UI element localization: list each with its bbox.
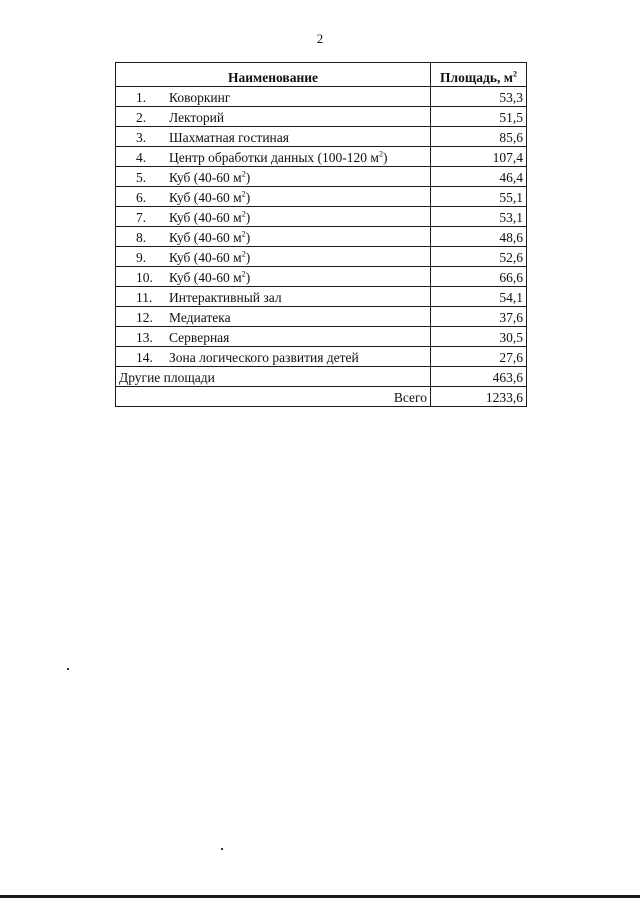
row-name-text: Зона логического развития детей [169, 350, 359, 365]
row-name-text: Куб (40-60 м [169, 210, 242, 225]
row-name-text: Куб (40-60 м [169, 250, 242, 265]
row-name-text: Куб (40-60 м [169, 190, 242, 205]
row-name-sup: 2 [241, 229, 246, 239]
header-area-sup: 2 [512, 69, 517, 79]
row-name-sup: 2 [241, 169, 246, 179]
table-row [116, 127, 527, 147]
row-area: 30,5 [431, 327, 527, 347]
row-number: 13. [116, 327, 168, 347]
scan-speck [221, 848, 223, 850]
row-number: 8. [116, 227, 168, 247]
row-area: 85,6 [431, 127, 527, 147]
row-area: 52,6 [431, 247, 527, 267]
row-name-sup: 2 [241, 269, 246, 279]
row-area: 48,6 [431, 227, 527, 247]
row-name [167, 267, 431, 287]
header-area-label: Площадь, м [440, 70, 513, 85]
row-name-text: Интерактивный зал [169, 290, 282, 305]
row-name [167, 207, 431, 227]
header-name-label: Наименование [228, 70, 318, 85]
other-areas-label: Другие площади [116, 367, 431, 387]
row-name [167, 307, 431, 327]
row-name-suffix: ) [245, 190, 251, 205]
row-name-sup: 2 [241, 209, 246, 219]
row-number: 12. [116, 307, 168, 327]
row-name-suffix: ) [245, 170, 251, 185]
row-name [167, 247, 431, 267]
header-name [116, 63, 431, 87]
row-name [167, 167, 431, 187]
row-name [167, 347, 431, 367]
table-row [116, 267, 527, 287]
table-row [116, 187, 527, 207]
row-name-suffix: ) [245, 230, 251, 245]
row-number: 9. [116, 247, 168, 267]
row-name-text: Центр обработки данных (100-120 м [169, 150, 379, 165]
table-row [116, 167, 527, 187]
row-number: 4. [116, 147, 168, 167]
total-label: Всего [116, 387, 431, 407]
row-area: 27,6 [431, 347, 527, 367]
total-row [116, 387, 527, 407]
area-table [115, 62, 527, 407]
row-name-text: Лекторий [169, 110, 225, 125]
row-name [167, 227, 431, 247]
table-row [116, 287, 527, 307]
other-areas-row [116, 367, 527, 387]
row-name-text: Шахматная гостиная [169, 130, 289, 145]
row-number: 2. [116, 107, 168, 127]
row-area: 51,5 [431, 107, 527, 127]
row-area: 66,6 [431, 267, 527, 287]
row-name-text: Куб (40-60 м [169, 230, 242, 245]
table-row [116, 347, 527, 367]
row-name [167, 147, 431, 167]
row-name-text: Куб (40-60 м [169, 270, 242, 285]
row-name-text: Куб (40-60 м [169, 170, 242, 185]
table-row [116, 307, 527, 327]
row-name-suffix: ) [245, 210, 251, 225]
row-area: 46,4 [431, 167, 527, 187]
row-name-sup: 2 [241, 249, 246, 259]
row-name [167, 327, 431, 347]
row-number: 1. [116, 87, 168, 107]
row-name-sup: 2 [241, 189, 246, 199]
row-area: 54,1 [431, 287, 527, 307]
table-row [116, 227, 527, 247]
table-row [116, 247, 527, 267]
row-name-text: Коворкинг [169, 90, 231, 105]
row-name [167, 287, 431, 307]
row-area: 53,3 [431, 87, 527, 107]
table-body [116, 87, 527, 367]
page-number: 2 [316, 31, 324, 46]
row-name-sup: 2 [378, 149, 383, 159]
scan-speck [67, 668, 69, 670]
row-number: 14. [116, 347, 168, 367]
row-name-suffix: ) [245, 250, 251, 265]
table-row [116, 87, 527, 107]
row-number: 6. [116, 187, 168, 207]
table-row [116, 327, 527, 347]
table-row [116, 147, 527, 167]
row-area: 37,6 [431, 307, 527, 327]
header-area [431, 63, 527, 87]
row-name-suffix: ) [245, 270, 251, 285]
table-row [116, 207, 527, 227]
row-number: 5. [116, 167, 168, 187]
row-area: 55,1 [431, 187, 527, 207]
other-areas-value: 463,6 [431, 367, 527, 387]
scan-bottom-edge [0, 895, 640, 898]
row-name [167, 127, 431, 147]
row-name-text: Медиатека [169, 310, 231, 325]
row-area: 53,1 [431, 207, 527, 227]
row-area: 107,4 [431, 147, 527, 167]
row-number: 7. [116, 207, 168, 227]
row-name [167, 87, 431, 107]
row-number: 10. [116, 267, 168, 287]
row-number: 3. [116, 127, 168, 147]
row-name [167, 107, 431, 127]
row-name [167, 187, 431, 207]
row-name-text: Серверная [169, 330, 230, 345]
table-header-row [116, 63, 527, 87]
total-value: 1233,6 [431, 387, 527, 407]
row-number: 11. [116, 287, 168, 307]
table-row [116, 107, 527, 127]
row-name-suffix: ) [382, 150, 388, 165]
